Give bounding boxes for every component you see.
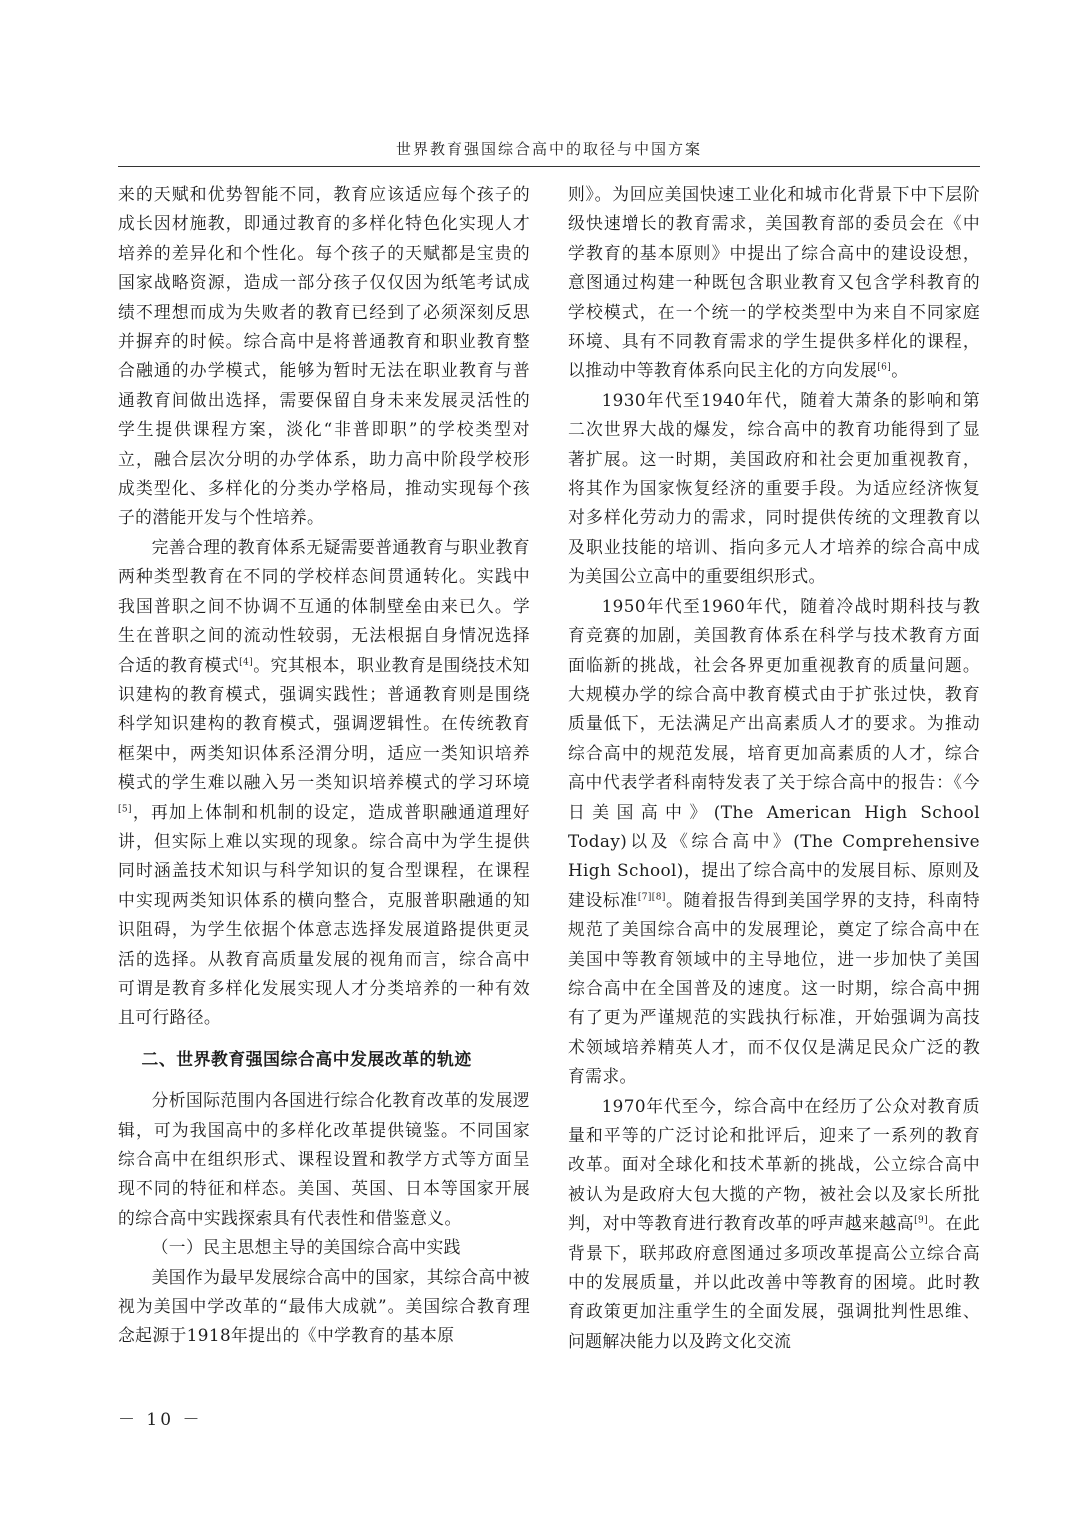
citation-marker: [9]	[914, 1215, 929, 1226]
paragraph	[568, 180, 980, 386]
text-run: 1950年代至1960年代，随着冷战时期科技与教育竞赛的加剧，美国教育体系在科学与技术教育方面面临新的挑战，社会各界更加重视教育的质量问题。大规模办学的综合高中教育模式由于扩张过快，教育质量低下，无法满足产出高素质人才的要求。为推动综合高中的规范发展，培育更加高素质的人才，综合高中代表学者科南特发表了关于综合高中的报告：《今日美国高中》(The American High School Today)以及《综合高中》(The Comprehensive High School)，提出了综合高中的发展目标、原则及建设标准	[568, 595, 980, 910]
paragraph: 分析国际范围内各国进行综合化教育改革的发展逻辑，可为我国高中的多样化改革提供镜鉴。不同国家综合高中在组织形式、课程设置和教学方式等方面呈现不同的特征和样态。美国、英国、日本等国家开展的综合高中实践探索具有代表性和借鉴意义。	[118, 1090, 530, 1228]
text-run: 。	[891, 360, 909, 381]
paragraph: 来的天赋和优势智能不同，教育应该适应每个孩子的成长因材施教，即通过教育的多样化特色化实现人才培养的差异化和个性化。每个孩子的天赋都是宝贵的国家战略资源，造成一部分孩子仅仅因为纸笔考试成绩不理想而成为失败者的教育已经到了必须深刻反思并摒弃的时候。综合高中是将普通教育和职业教育整合融通的办学模式，能够为暂时无法在职业教育与普通教育间做出选择，需要保留自身未来发展灵活性的学生提供课程方案，淡化“非普即职”的学校类型对立，融合层次分明的办学体系，助力高中阶段学校形成类型化、多样化的分类办学格局，推动实现每个孩子的潜能开发与个性培养。	[118, 184, 530, 528]
paragraph: 美国作为最早发展综合高中的国家，其综合高中被视为美国中学改革的“最伟大成就”。美国综合教育理念起源于1918年提出的《中学教育的基本原	[118, 1266, 530, 1346]
paragraph	[568, 1092, 980, 1357]
citation-marker: [6]	[877, 362, 892, 373]
paragraph	[568, 592, 980, 1092]
running-title: 世界教育强国综合高中的取径与中国方案	[395, 140, 702, 158]
header-rule	[118, 166, 980, 167]
section-heading: 二、世界教育强国综合高中发展改革的轨迹	[141, 1048, 472, 1069]
right-column	[568, 180, 980, 1356]
paragraph	[118, 533, 530, 1033]
text-run: 1970年代至今，综合高中在经历了公众对教育质量和平等的广泛讨论和批评后，迎来了一系列的教育改革。面对全球化和技术革新的挑战，公立综合高中被认为是政府大包大揽的产物，被社会以及家长所批判，对中等教育进行教育改革的呼声越来越高	[568, 1095, 980, 1234]
subsection-heading: （一）民主思想主导的美国综合高中实践	[151, 1237, 461, 1258]
citation-marker: [7][8]	[637, 892, 666, 903]
paragraph: 1930年代至1940年代，随着大萧条的影响和第二次世界大战的爆发，综合高中的教育功能得到了显著扩展。这一时期，美国政府和社会更加重视教育，将其作为国家恢复经济的重要手段。为适应经济恢复对多样化劳动力的需求，同时提供传统的文理教育以及职业技能的培训、指向多元人才培养的综合高中成为美国公立高中的重要组织形式。	[568, 389, 980, 587]
text-run: 。在此背景下，联邦政府意图通过多项改革提高公立综合高中的发展质量，并以此改善中等教育的困境。此时教育政策更加注重学生的全面发展，强调批判性思维、问题解决能力以及跨文化交流	[568, 1213, 980, 1351]
text-run: 完善合理的教育体系无疑需要普通教育与职业教育两种类型教育在不同的学校样态间贯通转化。实践中我国普职之间不协调不互通的体制壁垒由来已久。学生在普职之间的流动性较弱，无法根据自身情况选择合适的教育模式	[118, 536, 530, 675]
text-run: 。随着报告得到美国学界的支持，科南特规范了美国综合高中的发展理论，奠定了综合高中在美国中等教育领域中的主导地位，进一步加快了美国综合高中在全国普及的速度。这一时期，综合高中拥有了更为严谨规范的实践执行标准，开始强调为高技术领域培养精英人才，而不仅仅是满足民众广泛的教育需求。	[568, 889, 980, 1087]
citation-marker: [4]	[239, 656, 254, 667]
text-run: 。究其根本，职业教育是围绕技术知识建构的教育模式，强调实践性；普通教育则是围绕科学知识建构的教育模式，强调逻辑性。在传统教育框架中，两类知识体系泾渭分明，适应一类知识培养模式的学生难以融入另一类知识培养模式的学习环境	[118, 654, 530, 793]
left-column	[118, 180, 530, 1351]
text-run: ，再加上体制和机制的设定，造成普职融通道理好讲，但实际上难以实现的现象。综合高中为学生提供同时涵盖技术知识与科学知识的复合型课程，在课程中实现两类知识体系的横向整合，克服普职融通的知识阻碍，为学生依据个体意志选择发展道路提供更灵活的选择。从教育高质量发展的视角而言，综合高中可谓是教育多样化发展实现人才分类培养的一种有效且可行路径。	[118, 801, 530, 1028]
page-number: － 10 －	[118, 1410, 203, 1430]
text-run: 则》。为回应美国快速工业化和城市化背景下中下层阶级快速增长的教育需求，美国教育部的委员会在《中学教育的基本原则》中提出了综合高中的建设设想，意图通过构建一种既包含职业教育又包含学科教育的学校模式，在一个统一的学校类型中为来自不同家庭环境、具有不同教育需求的学生提供多样化的课程，以推动中等教育体系向民主化的方向发展	[568, 184, 980, 381]
citation-marker: [5]	[118, 803, 132, 814]
